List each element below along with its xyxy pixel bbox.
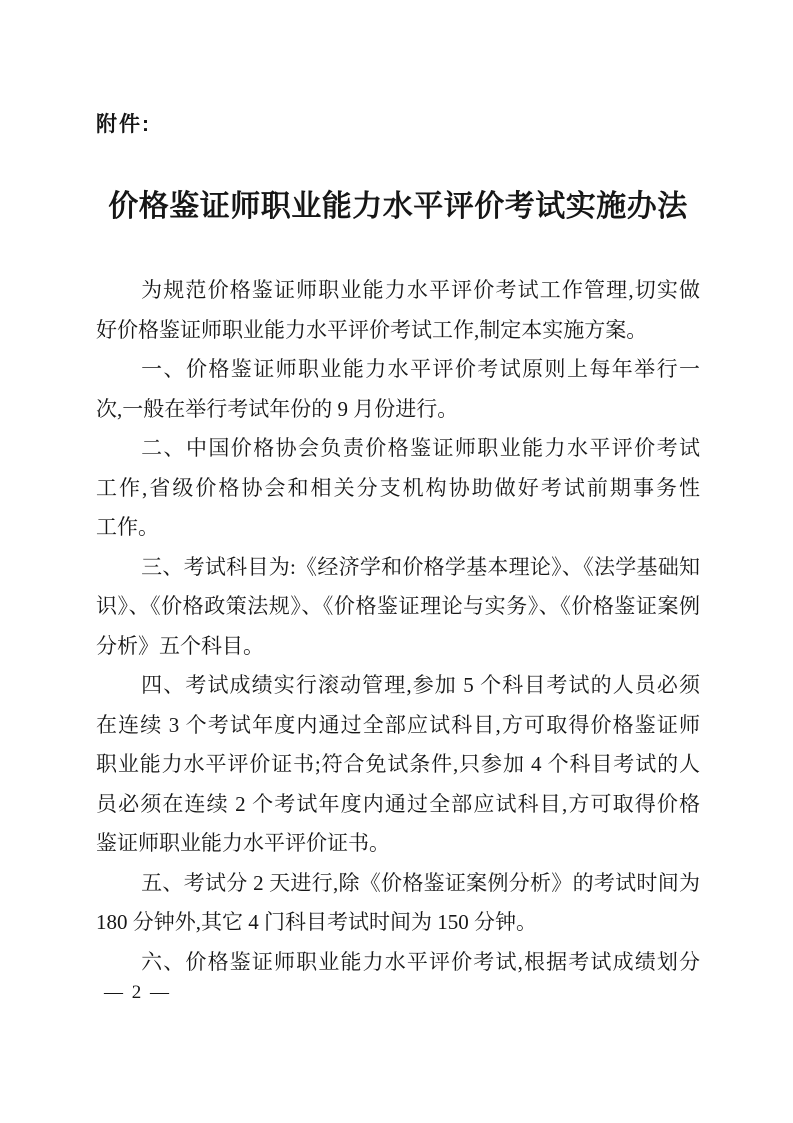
paragraph-item-5 (96, 864, 700, 943)
body-line: 在连续 3 个考试年度内通过全部应试科目,方可取得价格鉴证师 (96, 712, 700, 737)
body-line: 工作,省级价格协会和相关分支机构协助做好考试前期事务性 (96, 475, 700, 500)
body-line: 一、价格鉴证师职业能力水平评价考试原则上每年举行一 (141, 357, 700, 381)
body-line: 职业能力水平评价证书;符合免试条件,只参加 4 个科目考试的人 (96, 752, 700, 776)
body-line: 四、考试成绩实行滚动管理,参加 5 个科目考试的人员必须 (141, 673, 700, 697)
attachment-label: 附件: (96, 113, 151, 136)
body-line: 工作。 (96, 515, 159, 539)
paragraph-item-1 (96, 350, 700, 429)
paragraph-item-3 (96, 548, 700, 667)
body-line: 鉴证师职业能力水平评价证书。 (96, 831, 390, 855)
body-line: 五、考试分 2 天进行,除《价格鉴证案例分析》的考试时间为 (141, 870, 700, 895)
body-line: 三、考试科目为:《经济学和价格学基本理论》、《法学基础知 (141, 554, 700, 579)
paragraph-item-2 (96, 429, 700, 548)
body-line: 识》、《价格政策法规》、《价格鉴证理论与实务》、《价格鉴证案例 (96, 594, 700, 618)
body-line: 次,一般在举行考试年份的 9 月份进行。 (96, 396, 459, 421)
document-title: 价格鉴证师职业能力水平评价考试实施办法 (108, 190, 688, 223)
body-line: 为规范价格鉴证师职业能力水平评价考试工作管理,切实做 (141, 278, 700, 302)
paragraph-item-4 (96, 666, 700, 864)
body-line: 二、中国价格协会负责价格鉴证师职业能力水平评价考试 (141, 436, 700, 460)
body-line: 员必须在连续 2 个考试年度内通过全部应试科目,方可取得价格 (96, 791, 700, 816)
paragraph-item-6 (96, 943, 700, 983)
body-line: 180 分钟外,其它 4 门科目考试时间为 150 分钟。 (96, 910, 537, 934)
body-line: 好价格鉴证师职业能力水平评价考试工作,制定本实施方案。 (96, 317, 648, 342)
document-body (96, 271, 700, 982)
page-number: — 2 — (104, 982, 171, 1003)
body-line: 六、价格鉴证师职业能力水平评价考试,根据考试成绩划分 (141, 949, 700, 974)
body-line: 分析》五个科目。 (96, 633, 264, 658)
paragraph-intro (96, 271, 700, 350)
